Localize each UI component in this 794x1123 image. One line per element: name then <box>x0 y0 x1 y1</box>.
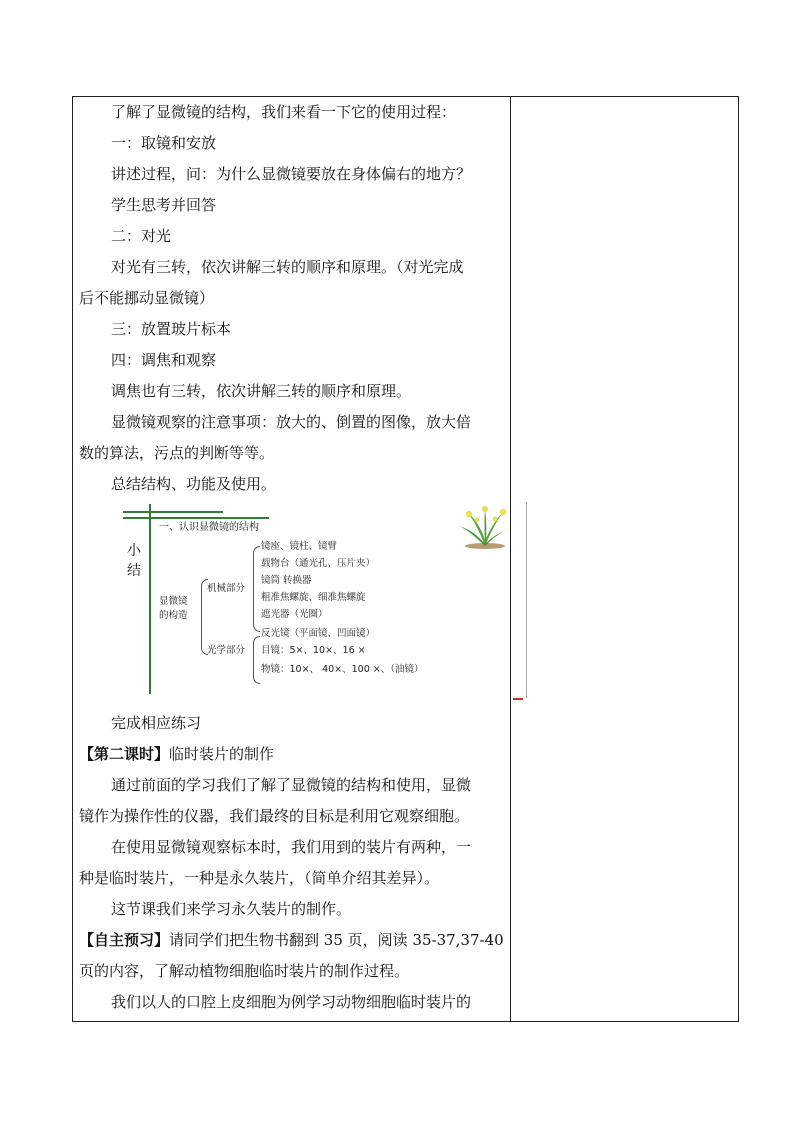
paragraph: 在使用显微镜观察标本时，我们用到的装片有两种，一 <box>111 838 472 856</box>
red-mark <box>513 698 523 700</box>
lesson2-heading <box>79 739 503 770</box>
preview-heading <box>79 925 503 956</box>
step-heading: 三：放置玻片标本 <box>111 320 232 338</box>
paragraph: 讲述过程，问：为什么显微镜要放在身体偏右的地方？ <box>111 165 472 183</box>
paragraph: 镜作为操作性的仪器，我们最终的目标是利用它观察细胞。 <box>79 807 470 825</box>
mech-item: 遮光器（光圈） <box>261 609 328 620</box>
optic-item: 目镜：5×、10×、16 × <box>261 645 366 656</box>
paragraph: 后不能挪动显微镜） <box>79 289 215 307</box>
summary-label: 小 <box>127 543 141 559</box>
paragraph: 种是临时装片，一种是永久装片，（简单介绍其差异）。 <box>79 869 440 887</box>
summary-label: 结 <box>127 563 141 579</box>
root-label: 显微镜 <box>159 596 188 607</box>
optic-item: 反光镜（平面镜、凹面镜） <box>261 628 376 639</box>
paragraph: 页的内容，了解动植物细胞临时装片的制作过程。 <box>79 962 410 980</box>
paragraph: 学生思考并回答 <box>111 196 217 214</box>
summary-figure <box>119 502 531 708</box>
paragraph: 对光有三转，依次讲解三转的顺序和原理。（对光完成 <box>111 258 464 276</box>
paragraph: 显微镜观察的注意事项：放大的、倒置的图像，放大倍 <box>111 413 472 431</box>
step-heading: 一：取镜和安放 <box>111 134 217 152</box>
lesson2-title: 临时装片的制作 <box>169 745 275 763</box>
green-vertical-line <box>149 504 151 694</box>
lesson-content-cell <box>79 97 503 1018</box>
preview-bracket-title: 【自主预习】 <box>79 931 170 949</box>
mech-item: 镜座、镜柱、镜臂 <box>261 541 338 552</box>
paragraph: 数的算法，污点的判断等等。 <box>79 444 275 462</box>
paragraph: 总结结构、功能及使用。 <box>111 475 277 493</box>
root-label: 的构造 <box>159 610 188 621</box>
practice-line: 完成相应练习 <box>111 714 202 732</box>
brace <box>253 636 260 684</box>
figure-edge <box>526 502 527 698</box>
mech-item: 载物台（通光孔、压片夹） <box>261 558 376 569</box>
paragraph: 我们以人的口腔上皮细胞为例学习动物细胞临时装片的 <box>111 993 472 1011</box>
optic-label: 光学部分 <box>207 645 246 656</box>
lesson2-bracket-title: 【第二课时】 <box>79 745 170 763</box>
step-heading: 二：对光 <box>111 227 172 245</box>
step-heading: 四：调焦和观察 <box>111 351 217 369</box>
mech-item: 粗准焦螺旋、细准焦螺旋 <box>261 592 366 603</box>
summary-heading: 一、认识显微镜的结构 <box>159 522 259 533</box>
plant-icon <box>455 502 515 550</box>
mech-item: 镜筒 转换器 <box>261 575 312 586</box>
paragraph: 通过前面的学习我们了解了显微镜的结构和使用，显微 <box>111 776 472 794</box>
optic-item: 物镜：10×、 40×、100 ×、（油镜） <box>261 664 424 675</box>
green-line <box>123 511 223 513</box>
paragraph: 这节课我们来学习永久装片的制作。 <box>111 900 352 918</box>
green-line <box>123 517 269 519</box>
mech-label: 机械部分 <box>207 583 246 594</box>
brace <box>253 546 260 632</box>
paragraph: 调焦也有三转，依次讲解三转的顺序和原理。 <box>111 382 412 400</box>
preview-text: 请同学们把生物书翻到 35 页，阅读 35-37,37-40 <box>169 931 504 949</box>
paragraph: 了解了显微镜的结构，我们来看一下它的使用过程： <box>111 103 457 121</box>
lesson-table <box>72 96 739 1022</box>
